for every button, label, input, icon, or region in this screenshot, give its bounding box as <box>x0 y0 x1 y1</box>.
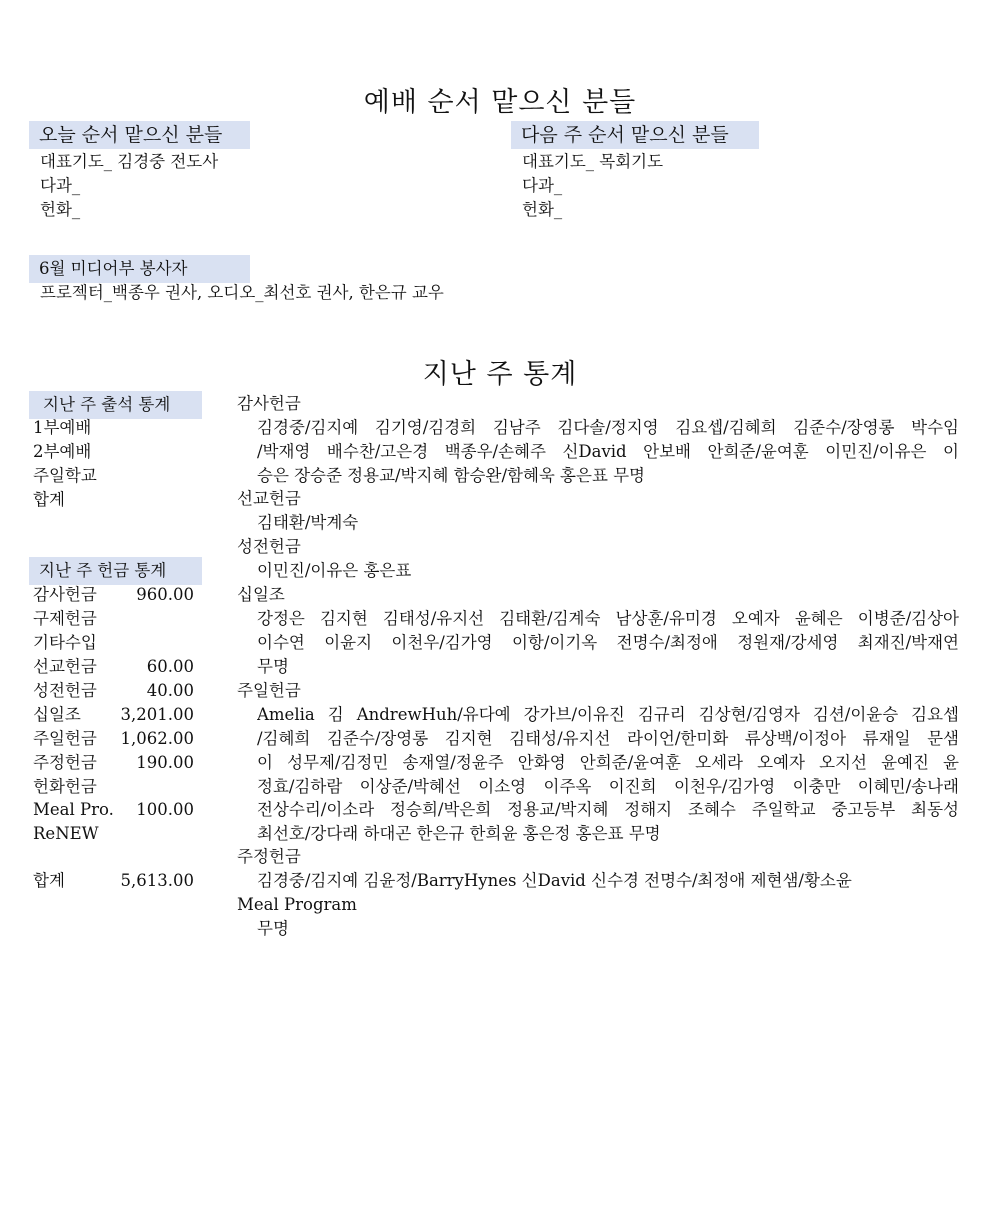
today-roles-header: 오늘 순서 맡으신 분들 <box>29 121 250 149</box>
donor-line: 승은 장승준 정용교/박지혜 함승완/함혜욱 홍은표 무명 <box>257 466 646 485</box>
donor-category: 주일헌금 <box>237 681 301 700</box>
offering-label: ReNEW <box>33 824 99 843</box>
attendance-row: 주일학교 <box>33 466 97 485</box>
donor-line: 김태환/박계숙 <box>257 513 359 532</box>
offering-label: 성전헌금 <box>33 681 97 700</box>
offering-label: 기타수입 <box>33 633 97 652</box>
donor-line: 김경중/김지예 김윤정/BarryHynes 신David 신수경 전명수/최정애 제현샘/황소윤 <box>257 871 852 890</box>
donor-line: 이수연 이윤지 이천우/김가영 이항/이기옥 전명수/최정애 정원재/강세영 최재진/박재연 <box>257 633 959 652</box>
offering-amount: 190.00 <box>136 753 194 772</box>
today-refreshment: 다과_ <box>40 176 81 195</box>
offering-label: 선교헌금 <box>33 657 97 676</box>
media-team-line: 프로젝터_백종우 권사, 오디오_최선호 권사, 한은규 교우 <box>40 283 444 302</box>
donor-line: /김혜희 김준수/장영롱 김지현 김태성/유지선 라이언/한미화 류상백/이정아 류재일 문샘 <box>257 729 959 748</box>
media-team-header: 6월 미디어부 봉사자 <box>29 255 250 283</box>
offering-amount <box>84 631 194 655</box>
offering-amount <box>84 607 194 631</box>
offering-amount: 100.00 <box>136 800 194 819</box>
attendance-row: 1부예배 <box>33 418 92 437</box>
next-prayer: 대표기도_ 목회기도 <box>522 152 664 171</box>
offering-amount: 60.00 <box>146 657 194 676</box>
donor-category: 주정헌금 <box>237 847 301 866</box>
attendance-header: 지난 주 출석 통계 <box>29 391 202 419</box>
offering-amount <box>84 775 194 799</box>
next-flowers: 헌화_ <box>522 200 563 219</box>
offering-label: 주정헌금 <box>33 753 97 772</box>
donor-line: 무명 <box>257 657 289 676</box>
offering-amount <box>84 822 194 846</box>
offering-label: 주일헌금 <box>33 729 97 748</box>
offering-header: 지난 주 헌금 통계 <box>29 557 202 585</box>
offering-amount: 960.00 <box>136 585 194 604</box>
offering-label: 헌화헌금 <box>33 777 97 796</box>
offering-label: 감사헌금 <box>33 585 97 604</box>
offering-label: Meal Pro. <box>33 800 114 819</box>
offering-amount: 3,201.00 <box>120 705 194 724</box>
offering-amount: 40.00 <box>146 681 194 700</box>
donor-line: 최선호/강다래 하대곤 한은규 한희윤 홍은정 홍은표 무명 <box>257 824 661 843</box>
donor-line: 이 성무제/김정민 송재열/정윤주 안화영 안희준/윤여훈 오세라 오예자 오지선 윤예진 윤 <box>257 753 959 772</box>
donor-line: 김경중/김지예 김기영/김경희 김남주 김다솔/정지영 김요셉/김혜희 김준수/장영롱 박수임 <box>257 418 959 437</box>
next-week-roles-header: 다음 주 순서 맡으신 분들 <box>511 121 759 149</box>
last-week-stats-title: 지난 주 통계 <box>422 359 578 390</box>
donor-category: 선교헌금 <box>237 489 301 508</box>
today-flowers: 헌화_ <box>40 200 81 219</box>
donor-category: 십일조 <box>237 585 285 604</box>
donor-line: 전상수리/이소라 정승희/박은희 정용교/박지혜 정해지 조혜수 주일학교 중고등부 최동성 <box>257 800 959 819</box>
offering-total-label: 합계 <box>33 871 65 890</box>
donor-category: 성전헌금 <box>237 537 301 556</box>
next-refreshment: 다과_ <box>522 176 563 195</box>
offering-total-amount: 5,613.00 <box>120 871 194 890</box>
donor-category: Meal Program <box>237 895 357 914</box>
worship-roles-title: 예배 순서 맡으신 분들 <box>363 87 637 118</box>
today-prayer: 대표기도_ 김경중 전도사 <box>40 152 219 171</box>
attendance-row: 2부예배 <box>33 442 92 461</box>
offering-amount: 1,062.00 <box>120 729 194 748</box>
attendance-total: 합계 <box>33 490 65 509</box>
donor-line: 정효/김하람 이상준/박혜선 이소영 이주옥 이진희 이천우/김가영 이충만 이혜민/송나래 <box>257 777 959 796</box>
donor-category: 감사헌금 <box>237 394 301 413</box>
donor-line: 강정은 김지현 김태성/유지선 김태환/김계숙 남상훈/유미경 오예자 윤혜은 이병준/김상아 <box>257 609 959 628</box>
donor-line: Amelia 김 AndrewHuh/유다예 강가브/이유진 김규리 김상현/김영자 김션/이윤승 김요셉 <box>257 705 959 724</box>
offering-label: 구제헌금 <box>33 609 97 628</box>
donor-line: 이민진/이유은 홍은표 <box>257 561 412 580</box>
donor-line: 무명 <box>257 919 289 938</box>
donor-line: /박재영 배수찬/고은경 백종우/손혜주 신David 안보배 안희준/윤여훈 이민진/이유은 이 <box>257 442 959 461</box>
offering-label: 십일조 <box>33 705 81 724</box>
